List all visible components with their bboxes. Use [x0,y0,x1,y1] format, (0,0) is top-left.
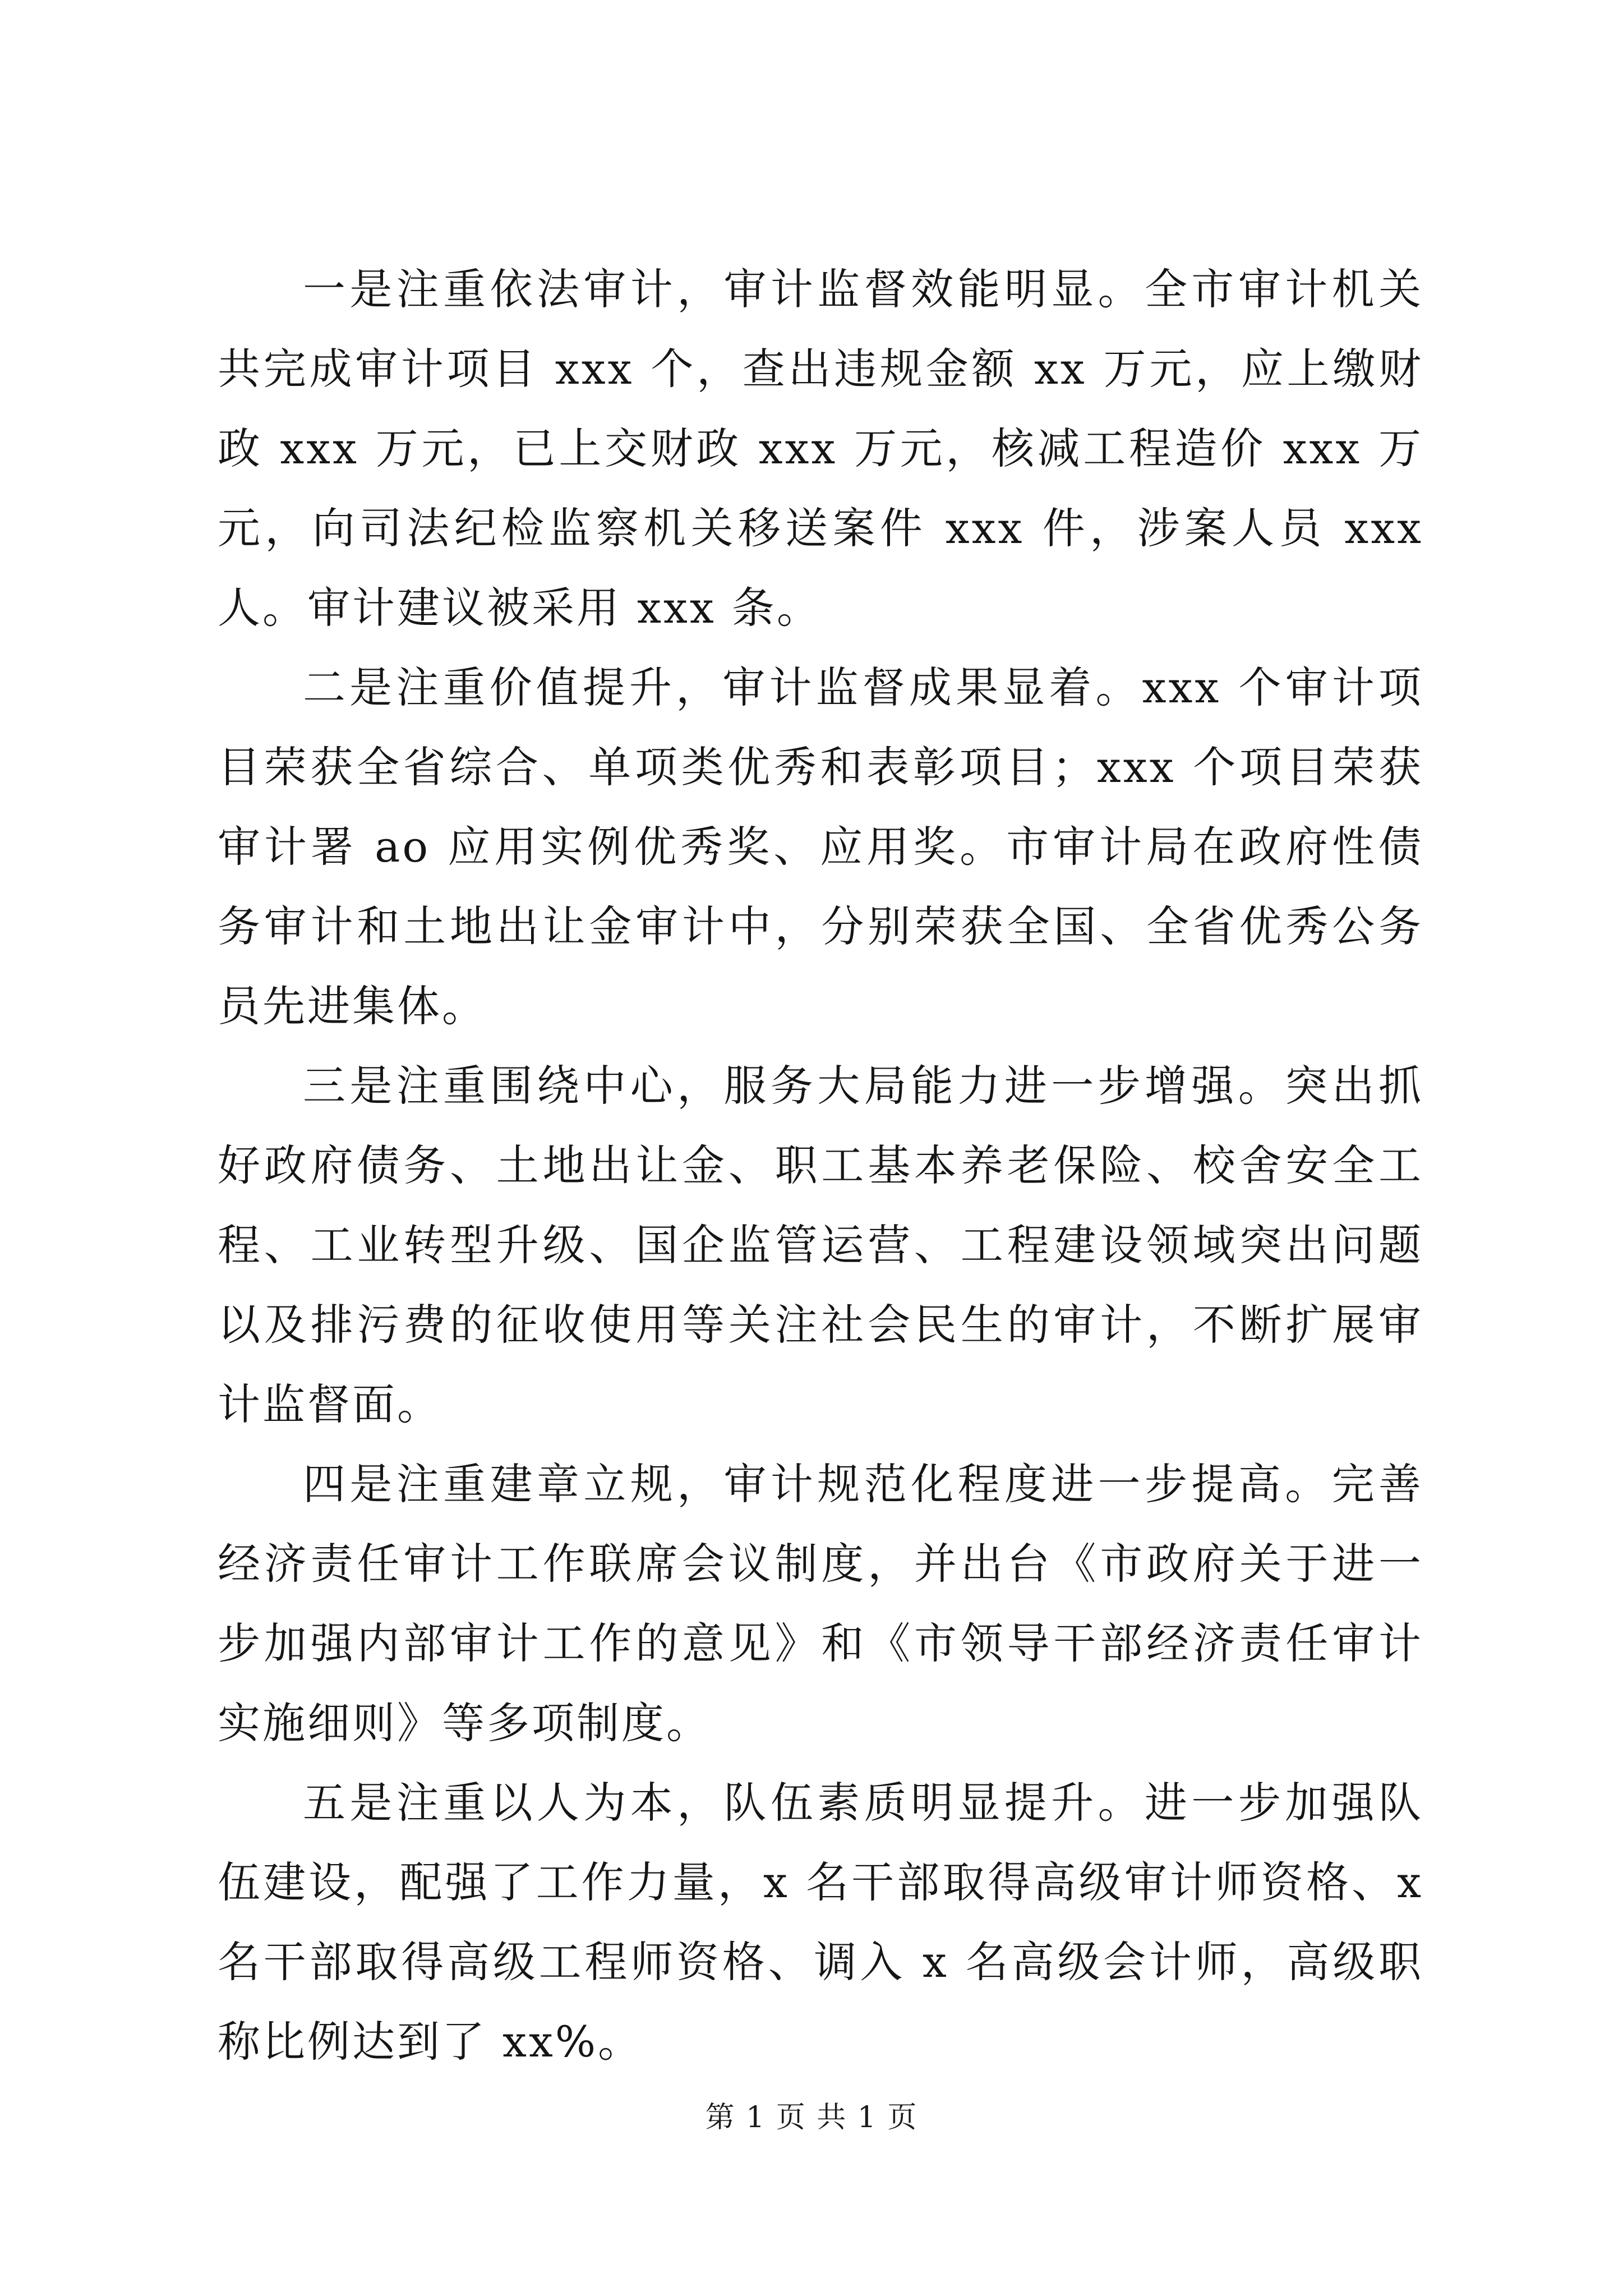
paragraph-2: 二是注重价值提升，审计监督成果显着。xxx 个审计项目荣获全省综合、单项类优秀和表彰项目；xxx 个项目荣获审计署 ao 应用实例优秀奖、应用奖。市审计局在政府性债务审计和土地出让金审计中，分别荣获全国、全省优秀公务员先进集体。 [218,662,1423,1031]
paragraph-3: 三是注重围绕中心，服务大局能力进一步增强。突出抓好政府债务、土地出让金、职工基本养老保险、校舍安全工程、工业转型升级、国企监管运营、工程建设领域突出问题以及排污费的征收使用等关注社会民生的审计，不断扩展审计监督面。 [218,1061,1423,1429]
document-body [218,250,1423,2082]
paragraph-1: 一是注重依法审计，审计监督效能明显。全市审计机关共完成审计项目 xxx 个，查出违规金额 xx 万元，应上缴财政 xxx 万元，已上交财政 xxx 万元，核减工程造价 xxx 万元，向司法纪检监察机关移送案件 xxx 件，涉案人员 xxx 人。审计建议被采用 xxx 条。 [218,264,1423,633]
page-number-footer: 第 1 页 共 1 页 [705,2101,918,2134]
paragraph-4: 四是注重建章立规，审计规范化程度进一步提高。完善经济责任审计工作联席会议制度，并出台《市政府关于进一步加强内部审计工作的意见》和《市领导干部经济责任审计实施细则》等多项制度。 [218,1459,1423,1748]
paragraph-5: 五是注重以人为本，队伍素质明显提升。进一步加强队伍建设，配强了工作力量，x 名干部取得高级审计师资格、x 名干部取得高级工程师资格、调入 x 名高级会计师，高级职称比例达到了 xx%。 [218,1778,1423,2067]
